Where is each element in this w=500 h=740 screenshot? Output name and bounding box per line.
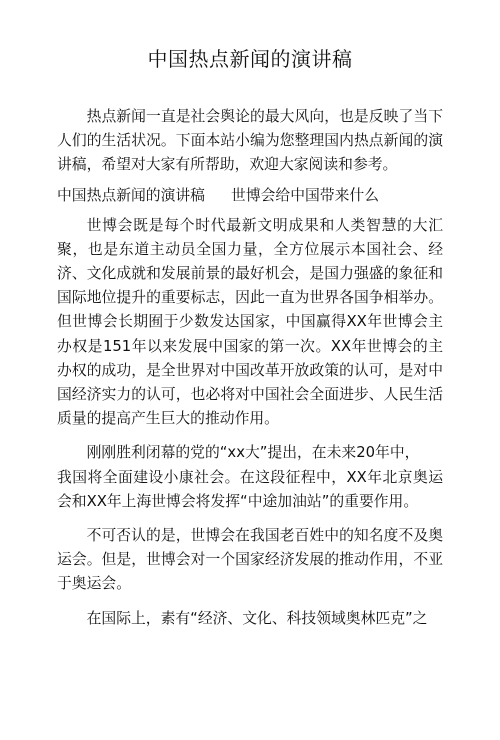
subheading-left: 中国热点新闻的演讲稿 xyxy=(57,186,205,204)
page-title: 中国热点新闻的演讲稿 xyxy=(147,47,353,71)
body-paragraph-2: 刚刚胜利闭幕的党的“xx大”提出，在未来20年中， xyxy=(86,444,420,462)
document-body xyxy=(57,105,443,641)
subheading-right: 世博会给中国带来什么 xyxy=(231,186,379,204)
body-paragraph-3: 不可否认的是，世博会在我国老百姓中的知名度不及奥运会。但是，世博会对一个国家经济发展的推动作用，不亚于奥运会。 xyxy=(57,527,443,593)
body-paragraph-2-continued: 我国将全面建设小康社会。在这段征程中，XX年北京奥运会和XX年上海世博会将发挥“中途加油站”的重要作用。 xyxy=(57,468,443,510)
subheading-row xyxy=(57,184,443,208)
body-paragraph-4: 在国际上，素有“经济、文化、科技领域奥林匹克”之 xyxy=(86,609,428,627)
intro-paragraph: 热点新闻一直是社会舆论的最大风向，也是反映了当下人们的生活状况。下面本站小编为您整理国内热点新闻的演讲稿，希望对大家有所帮助，欢迎大家阅读和参考。 xyxy=(57,108,443,174)
body-paragraph-1: 世博会既是每个时代最新文明成果和人类智慧的大汇聚，也是东道主动员全国力量，全方位展示本国社会、经济、文化成就和发展前景的最好机会，是国力强盛的象征和国际地位提升的重要标志，因此一直为世界各国争相举办。但世博会长期囿于少数发达国家，中国赢得XX年世博会主办权是151年以来发展中国家的第一次。XX年世博会的主办权的成功，是全世界对中国改革开放政策的认可，是对中国经济实力的认可，也必将对中国社会全面进步、人民生活质量的提高产生巨大的推动作用。 xyxy=(57,216,443,428)
